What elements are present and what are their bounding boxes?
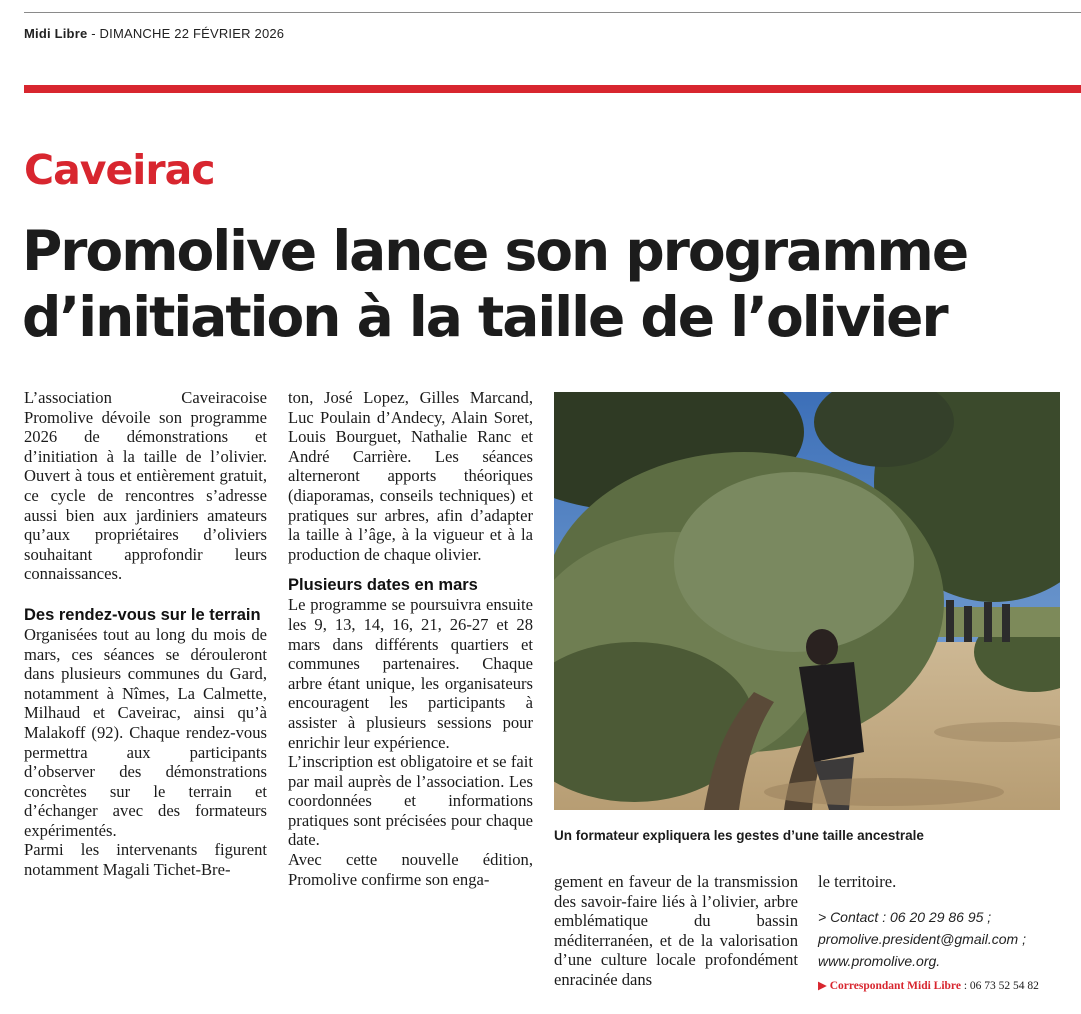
top-rule: [24, 12, 1081, 13]
newspaper-header: [24, 26, 284, 41]
article-paragraph: Le programme se poursuivra ensuite les 9, 13, 14, 16, 21, 26-27 et 28 mars dans différents quartiers et communes partenaires. Chaque arbre étant unique, les organisateurs encouragent les participants à assister à plusieurs sessions pour enrichir leur expérience.: [288, 595, 533, 752]
article-column-3: [554, 872, 798, 990]
article-column-4: [818, 872, 1058, 994]
olive-grove-photo: [554, 392, 1060, 810]
article-headline: Promolive lance son programme d’initiation à la taille de l’olivier: [22, 219, 968, 349]
article-paragraph: Avec cette nouvelle édition, Promolive confirme son enga-: [288, 850, 533, 889]
article-paragraph: Parmi les intervenants figurent notamment Magali Tichet-Bre-: [24, 840, 267, 880]
article-paragraph: L’inscription est obligatoire et se fait par mail auprès de l’association. Les coordonnées et informations pratiques sont précisées pour chaque date.: [288, 752, 533, 850]
article-photo: [554, 392, 1060, 810]
header-separator: -: [87, 26, 100, 41]
article-column-1: [24, 388, 267, 880]
article-intro: L’association Caveiracoise Promolive dévoile son programme 2026 de démonstrations et d’initiation à la taille de l’olivier. Ouvert à tous et entièrement gratuit, ce cycle de rencontres s’adresse aussi bien aux jardiniers amateurs qu’aux propriétaires d’oliviers souhaitant approfondir leurs connaissances.: [24, 388, 267, 584]
contact-website: www.promolive.org.: [818, 952, 941, 969]
section-red-bar: [24, 85, 1081, 93]
subhead-dates: Plusieurs dates en mars: [288, 576, 478, 595]
subhead-terrain: Des rendez-vous sur le terrain: [24, 605, 261, 624]
paper-name: Midi Libre: [24, 26, 88, 41]
article-paragraph: ton, José Lopez, Gilles Marcand, Luc Poulain d’Andecy, Alain Soret, Louis Bourguet, Nathalie Ranc et André Carrière. Les séances alterneront apports théoriques (diaporamas, conseils techniques) et pratiques sur arbres, afin d’adapter la taille à l’âge, à la vigueur et à la production de chaque olivier.: [288, 388, 533, 564]
issue-date: DIMANCHE 22 FÉVRIER 2026: [99, 26, 285, 41]
article-paragraph: Organisées tout au long du mois de mars, ces séances se dérouleront dans plusieurs communes du Gard, notamment à Nîmes, La Calmette, Milhaud et Caveirac, ainsi qu’à Malakoff (92). Chaque rendez-vous permettra aux participants d’observer des démonstrations concrètes sur le terrain et d’échanger avec des formateurs expérimentés.: [24, 624, 267, 840]
article-paragraph: le territoire.: [818, 872, 897, 891]
article-column-2: [288, 388, 533, 889]
contact-email: promolive.president@gmail.com ;: [818, 930, 1026, 947]
contact-phone: > Contact : 06 20 29 86 95 ;: [818, 908, 992, 925]
article-paragraph: gement en faveur de la transmission des savoir-faire liés à l’olivier, arbre emblématique du bassin méditerranéen, et de la valorisation d’une culture locale profondément enracinée dans: [554, 872, 798, 989]
article-kicker: Caveirac: [24, 146, 215, 194]
contact-block: [818, 906, 1058, 972]
correspondent-label: Correspondant Midi Libre: [829, 979, 961, 992]
correspondent-line: [818, 978, 1058, 994]
triangle-icon: ▶: [818, 979, 830, 992]
correspondent-phone: : 06 73 52 54 82: [960, 979, 1039, 992]
photo-caption: Un formateur expliquera les gestes d’une taille ancestrale: [554, 828, 924, 843]
